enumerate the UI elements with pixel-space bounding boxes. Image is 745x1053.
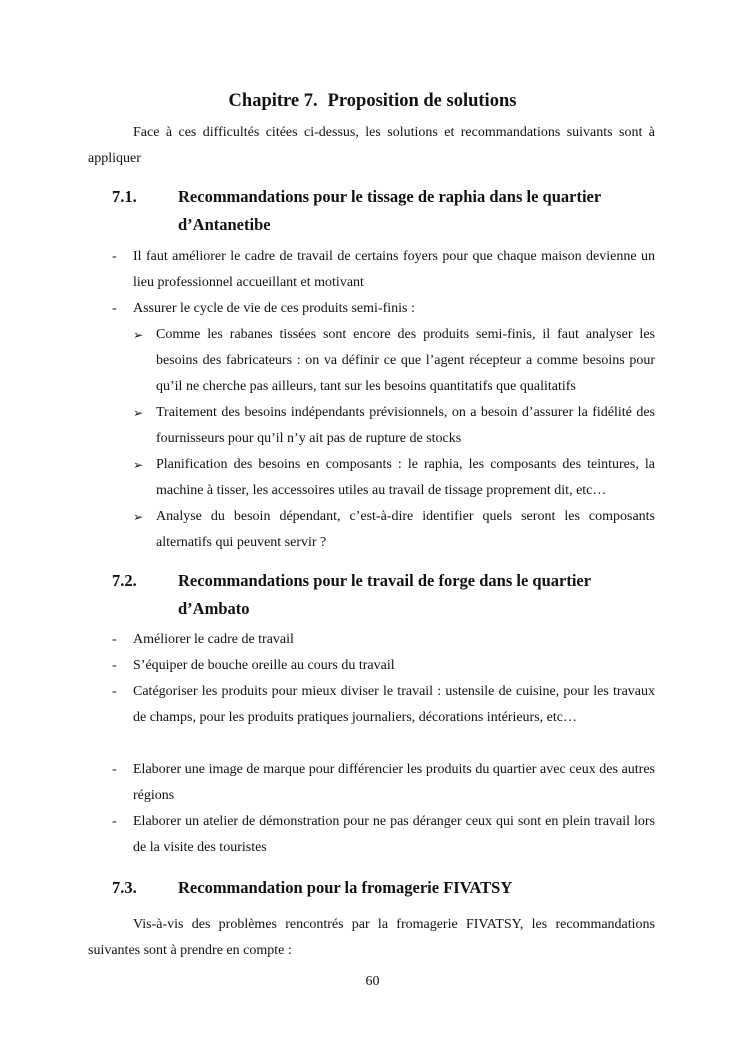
section-number: 7.2. (112, 571, 137, 590)
sub-list-item (133, 504, 655, 556)
sub-list-item (133, 452, 655, 504)
list-item-text: Assurer le cycle de vie de ces produits semi-finis : (133, 301, 415, 316)
list-item (88, 296, 655, 322)
section-paragraph: Vis-à-vis des problèmes rencontrés par la fromagerie FIVATSY, les recommandations suivantes sont à prendre en compte : (88, 917, 655, 958)
list-item-text: S’équiper de bouche oreille au cours du travail (133, 658, 395, 673)
dash-bullet: - (112, 658, 117, 673)
chapter-label: Chapitre 7. (228, 91, 318, 111)
section-heading-7-2 (88, 567, 655, 623)
section-number: 7.1. (112, 187, 137, 206)
dash-bullet: - (112, 632, 117, 647)
dash-bullet: - (112, 301, 117, 316)
list-item-text: Catégoriser les produits pour mieux diviser le travail : ustensile de cuisine, pour les travaux de champs, pour les produits pratiques journaliers, décorations intérieurs, etc… (133, 684, 655, 725)
sub-list-item-text: Traitement des besoins indépendants prévisionnels, on a besoin d’assurer la fidélité des fournisseurs pour qu’il n’y ait pas de rupture de stocks (156, 405, 655, 446)
arrow-bullet-icon: ➢ (133, 510, 144, 524)
arrow-bullet-icon: ➢ (133, 406, 144, 420)
section-title: Recommandation pour la fromagerie FIVATSY (178, 878, 513, 897)
sub-list-item-text: Planification des besoins en composants : le raphia, les composants des teintures, la machine à tisser, les accessoires utiles au travail de tissage proprement dit, etc… (156, 457, 655, 498)
section-title: Recommandations pour le tissage de raphia dans le quartier d’Antanetibe (178, 187, 601, 234)
list-item-text: Il faut améliorer le cadre de travail de certains foyers pour que chaque maison devienne un lieu professionnel accueillant et motivant (133, 249, 655, 290)
arrow-bullet-icon: ➢ (133, 458, 144, 472)
intro-paragraph: Face à ces difficultés citées ci-dessus, les solutions et recommandations suivants sont à appliquer (88, 125, 655, 166)
dash-bullet: - (112, 249, 117, 264)
list-item (88, 244, 655, 296)
section-heading-7-3 (88, 874, 655, 902)
sub-list-item (133, 400, 655, 452)
list-item-text: Elaborer un atelier de démonstration pour ne pas déranger ceux qui sont en plein travail lors de la visite des touristes (133, 814, 655, 855)
list-item (88, 757, 655, 809)
dash-bullet: - (112, 684, 117, 699)
arrow-bullet-icon: ➢ (133, 328, 144, 342)
section-title: Recommandations pour le travail de forge dans le quartier d’Ambato (178, 571, 591, 618)
list-item (88, 653, 655, 679)
sub-list-item-text: Comme les rabanes tissées sont encore des produits semi-finis, il faut analyser les besoins des fabricateurs : on va définir ce que l’agent récepteur a comme besoins pour qu’il ne cherche pas ailleurs, tant sur les besoins quantitatifs que qualitatifs (156, 327, 655, 394)
section-number: 7.3. (112, 878, 137, 897)
list-item-text: Améliorer le cadre de travail (133, 632, 294, 647)
sub-list-item (133, 322, 655, 400)
page-number: 60 (365, 974, 380, 989)
sub-list-item-text: Analyse du besoin dépendant, c’est-à-dire identifier quels seront les composants alternatifs qui peuvent servir ? (156, 509, 655, 550)
chapter-name: Proposition de solutions (327, 91, 517, 111)
list-item-text: Elaborer une image de marque pour différencier les produits du quartier avec ceux des autres régions (133, 762, 655, 803)
chapter-title (0, 90, 745, 112)
list-item (88, 627, 655, 653)
section-heading-7-1 (88, 183, 655, 239)
dash-bullet: - (112, 814, 117, 829)
list-item (88, 809, 655, 861)
list-item (88, 679, 655, 731)
dash-bullet: - (112, 762, 117, 777)
